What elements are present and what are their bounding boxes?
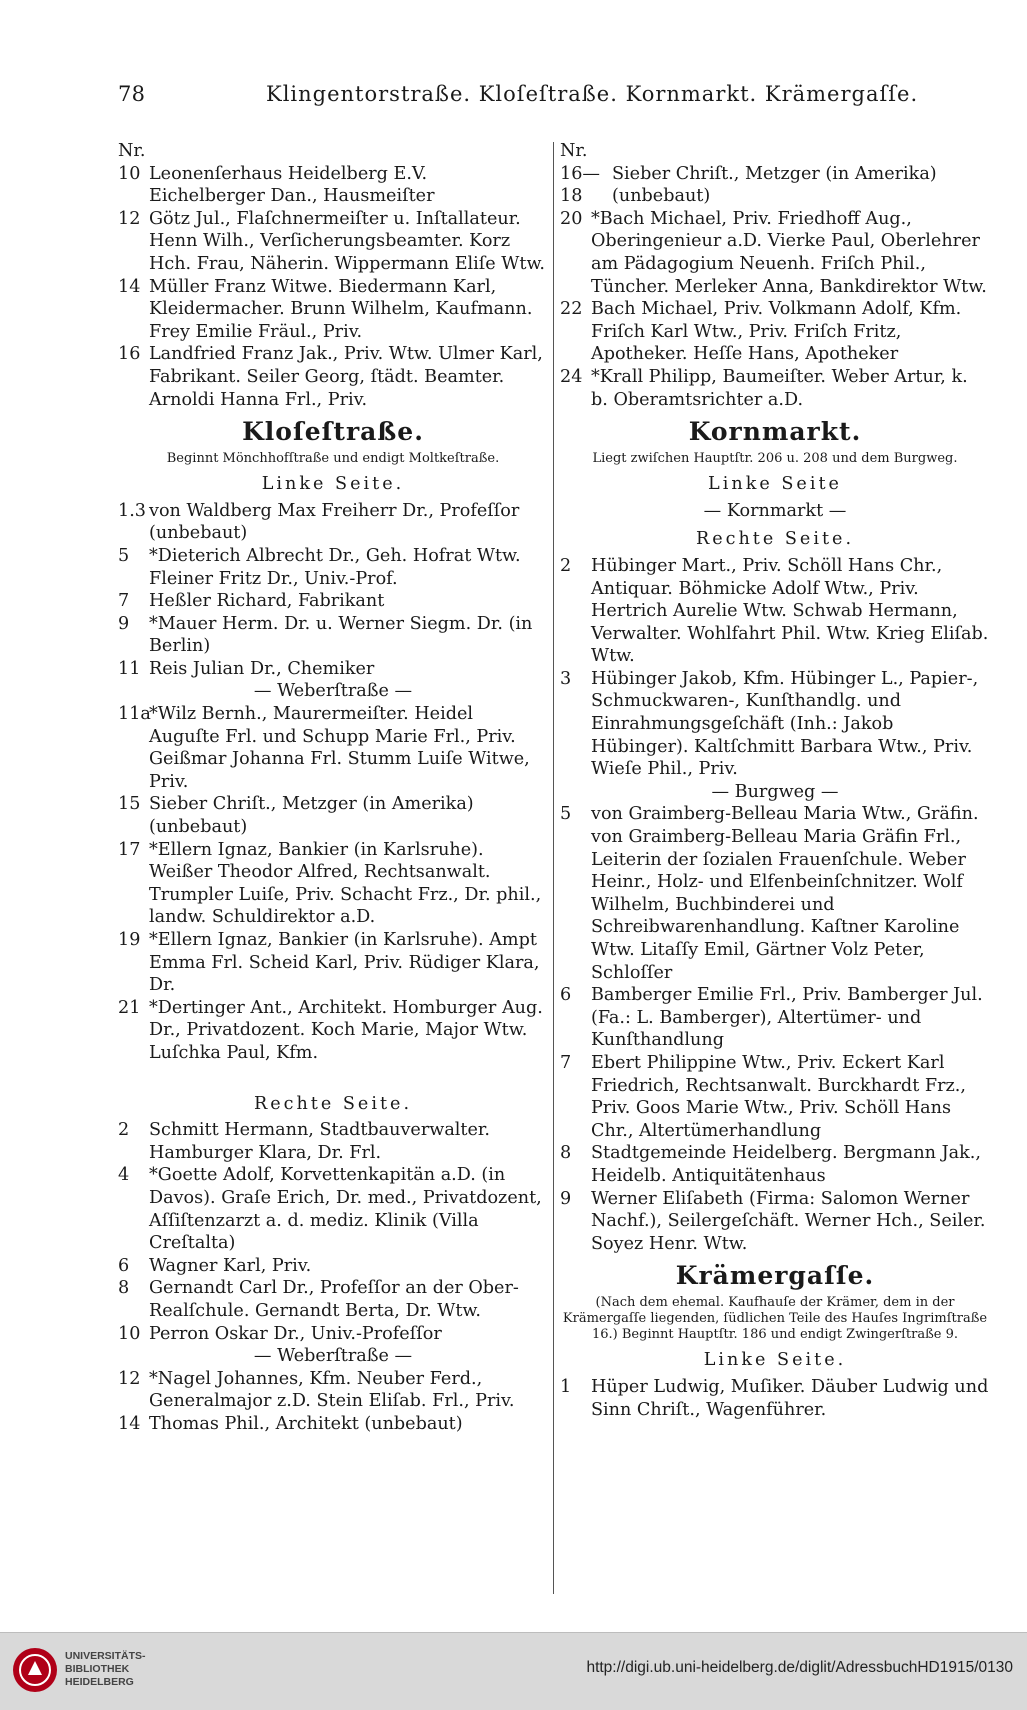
house-number: 9 [118,613,130,634]
university-seal-icon [10,1645,60,1695]
address-entry [118,793,548,838]
house-number: 20 [560,208,583,229]
house-number: 1.3 [118,500,146,521]
entry-text: Stadtgemeinde Heidelberg. Bergmann Jak., Heidelb. Antiquitätenhaus [591,1143,981,1186]
house-number: 8 [560,1143,572,1164]
house-number: 6 [118,1255,130,1276]
entry-text: *Bach Michael, Priv. Friedhoff Aug., Oberingenieur a.D. Vierke Paul, Oberlehrer am Pädagogium Neuenh. Friſch Phil., Tüncher. Merleker Anna, Bankdirektor Wtw. [591,208,987,297]
address-entry [118,163,548,208]
house-number: 5 [118,545,130,566]
house-number: 12 [118,1368,141,1389]
nr-label: Nr. [560,141,588,161]
house-number: 6 [560,985,572,1006]
house-number: 17 [118,839,141,860]
address-entry [118,545,548,590]
address-entry [560,555,990,668]
house-number: 2 [118,1120,130,1141]
address-entry [560,803,990,984]
entry-text: *Ellern Ignaz, Bankier (in Karlsruhe). Weißer Theodor Alfred, Rechtsanwalt. Trumpler Luiſe, Priv. Schacht Frz., Dr. phil., landw. Schuldirektor a.D. [149,839,542,928]
entry-text: Reis Julian Dr., Chemiker [149,658,375,679]
address-entry [118,1368,548,1413]
street-marker: — Burgweg — [711,781,839,802]
address-entry [118,343,548,411]
rechte-seite-heading: Rechte Seite. [695,529,855,550]
nr-label: Nr. [118,141,146,161]
address-entry [118,590,548,613]
linke-seite-heading: Linke Seite. [261,474,405,495]
address-entry [560,163,990,208]
address-entry [560,668,990,781]
house-number: 16 [118,344,141,365]
house-number: 21 [118,997,141,1018]
address-entry [118,1119,548,1164]
entry-text: *Mauer Herm. Dr. u. Werner Siegm. Dr. (in Berlin) [149,613,533,657]
section-note-kraemergasse: (Nach dem ehemal. Kaufhauſe der Krämer, dem in der Krämergaſſe liegenden, ſüdlichen Teile des Hauſes Ingrimſtraße 16.) Beginnt Hauptſtr. 186 und endigt Zwingerſtraße 9. [562,1295,988,1343]
address-entry [560,208,990,298]
entry-text: Perron Oskar Dr., Univ.-Profeſſor [149,1323,442,1344]
house-number: 7 [118,591,130,612]
entry-text: Heßler Richard, Fabrikant [149,591,385,612]
source-url-link[interactable]: http://digi.ub.uni-heidelberg.de/diglit/AdressbuchHD1915/0130 [586,1659,1013,1676]
address-entry [118,839,548,929]
rechte-seite-heading: Rechte Seite. [253,1093,413,1114]
house-number: 7 [560,1052,572,1073]
entry-text: *Dertinger Ant., Architekt. Homburger Aug. Dr., Privatdozent. Koch Marie, Major Wtw. Luſchka Paul, Kfm. [149,997,543,1063]
street-marker: — Weberſtraße — [253,681,413,702]
entry-text: von Graimberg-Belleau Maria Wtw., Gräfin. von Graimberg-Belleau Maria Gräfin Frl., Leiterin der ſozialen Frauenſchule. Weber Heinr., Holz- und Elfenbeinſchnitzer. Wolf Wilhelm, Buchbinderei und Schreibwarenhandlung. Kaſtner Karoline Wtw. Litaſſy Emil, Gärtner Volz Peter, Schloſſer [591,804,979,983]
address-entry [118,276,548,344]
entry-text: Werner Eliſabeth (Firma: Salomon Werner Nachf.), Seilergeſchäft. Werner Hch., Seiler. Soyez Henr. Wtw. [591,1188,986,1254]
section-title-klosestrasse: Kloſeſtraße. [242,417,424,447]
address-entry [118,997,548,1065]
house-number: 11 [118,658,141,679]
section-title-kraemergasse: Krämergaſſe. [675,1261,875,1291]
house-number: 8 [118,1278,130,1299]
entry-text: Bach Michael, Priv. Volkmann Adolf, Kfm. Friſch Karl Wtw., Priv. Friſch Fritz, Apotheker. Heſſe Hans, Apotheker [591,299,962,365]
address-entry [118,1255,548,1278]
entry-text: Hübinger Jakob, Kfm. Hübinger L., Papier-, Schmuckwaren-, Kunſthandlg. und Einrahmungsgeſchäft (Inh.: Jakob Hübinger). Kaltſchmitt Barbara Wtw., Priv. Wieſe Phil., Priv. [591,668,979,780]
address-entry [560,366,990,411]
street-marker: — Kornmarkt — [703,500,847,521]
house-number: 3 [560,668,572,689]
entry-text: Götz Jul., Flaſchnermeiſter u. Inſtallateur. Henn Wilh., Verſicherungsbeamter. Korz Hch. Frau, Näherin. Wippermann Eliſe Wtw. [149,208,546,274]
entry-text: Schmitt Hermann, Stadtbauverwalter. Hamburger Klara, Dr. Frl. [149,1120,490,1163]
house-number: 2 [560,555,572,576]
address-entry [118,1413,548,1436]
linke-seite-heading: Linke Seite [708,474,842,495]
address-entry [560,298,990,366]
address-entry [118,1277,548,1322]
viewer-footer [0,1632,1027,1710]
address-entry [118,208,548,276]
section-note-kornmarkt: Liegt zwiſchen Hauptſtr. 206 u. 208 und dem Burgweg. [592,451,958,467]
house-number: 22 [560,299,583,320]
entry-text: *Ellern Ignaz, Bankier (in Karlsruhe). Ampt Emma Frl. Scheid Karl, Priv. Rüdiger Klara, Dr. [149,930,540,996]
address-entry [118,658,548,681]
entry-text: Gernandt Carl Dr., Profeſſor an der Ober-Realſchule. Gernandt Berta, Dr. Wtw. [149,1278,519,1321]
address-entry [118,613,548,658]
entry-text: Thomas Phil., Architekt (unbebaut) [149,1413,463,1434]
address-entry [118,703,548,793]
entry-text: von Waldberg Max Freiherr Dr., Profeſſor (unbebaut) [149,500,520,544]
linke-seite-heading: Linke Seite. [703,1350,847,1371]
address-entry [118,1323,548,1346]
house-number: 4 [118,1165,130,1186]
house-number: 10 [118,163,141,184]
library-logo-text: UNIVERSITÄTS- BIBLIOTHEK HEIDELBERG [65,1650,146,1688]
address-entry [560,1142,990,1187]
address-entry [118,1164,548,1254]
entry-text: Sieber Chriſt., Metzger (in Amerika) (unbebaut) [149,794,474,838]
section-note-klosestrasse: Beginnt Mönchhofſtraße und endigt Moltkeſtraße. [166,451,500,467]
entry-text: *Wilz Bernh., Maurermeiſter. Heidel Auguſte Frl. und Schupp Marie Frl., Priv. Geißmar Johanna Frl. Stumm Luiſe Witwe, Priv. [149,704,530,792]
house-number: 14 [118,1413,141,1434]
entry-text: *Dieterich Albrecht Dr., Geh. Hofrat Wtw. Fleiner Fritz Dr., Univ.-Prof. [149,545,521,589]
address-entry [118,500,548,545]
house-number: 14 [118,276,141,297]
entry-text: Hüper Ludwig, Muſiker. Däuber Ludwig und Sinn Chriſt., Wagenführer. [591,1376,989,1420]
address-entry [560,984,990,1052]
house-number: 10 [118,1323,141,1344]
entry-text: *Nagel Johannes, Kfm. Neuber Ferd., Generalmajor z.D. Stein Eliſab. Frl., Priv. [149,1368,515,1412]
address-entry [560,1052,990,1142]
address-entry [560,1376,990,1421]
entry-text: Wagner Karl, Priv. [149,1255,312,1276]
page-running-title: Klingentorstraße. Kloſeſtraße. Kornmarkt. Krämergaſſe. [266,82,919,106]
address-entry [560,1188,990,1256]
entry-text: *Goette Adolf, Korvettenkapitän a.D. (in Davos). Graſe Erich, Dr. med., Privatdozent, Aſſiſtenzarzt a. d. mediz. Klinik (Villa Creſtalta) [149,1165,542,1254]
street-marker: — Weberſtraße — [253,1346,413,1367]
right-column [560,140,990,1421]
left-column [118,140,548,1435]
house-number: 1 [560,1376,572,1397]
column-divider [553,142,554,1594]
house-number: 15 [118,794,141,815]
house-number: 9 [560,1188,572,1209]
entry-text: Bamberger Emilie Frl., Priv. Bamberger Jul. (Fa.: L. Bamberger), Altertümer- und Kunſthandlung [591,985,983,1051]
entry-text: Leonenſerhaus Heidelberg E.V. Eichelberger Dan., Hausmeiſter [149,163,435,207]
house-number: 5 [560,804,572,825]
house-number: 11a [118,704,151,725]
section-title-kornmarkt: Kornmarkt. [688,417,862,447]
page-number: 78 [118,82,146,106]
entry-text: Müller Franz Witwe. Biedermann Karl, Kleidermacher. Brunn Wilhelm, Kaufmann. Frey Emilie Fräul., Priv. [149,276,533,342]
house-number: 24 [560,366,583,387]
entry-text: Hübinger Mart., Priv. Schöll Hans Chr., Antiquar. Böhmicke Adolf Wtw., Priv. Hertrich Aurelie Wtw. Schwab Hermann, Verwalter. Wohlfahrt Phil. Wtw. Krieg Eliſab. Wtw. [591,555,989,667]
entry-text: Landfried Franz Jak., Priv. Wtw. Ulmer Karl, Fabrikant. Seiler Georg, ſtädt. Beamter. Arnoldi Hanna Frl., Priv. [149,344,543,410]
house-number: 19 [118,930,141,950]
entry-text: *Krall Philipp, Baumeiſter. Weber Artur, k. b. Oberamtsrichter a.D. [591,366,968,410]
house-number: 16—18 [560,163,600,207]
entry-text: Sieber Chriſt., Metzger (in Amerika) (unbebaut) [612,163,937,207]
address-entry [118,929,548,997]
house-number: 12 [118,208,141,229]
entry-text: Ebert Philippine Wtw., Priv. Eckert Karl Friedrich, Rechtsanwalt. Burckhardt Frz., Priv. Goos Marie Wtw., Priv. Schöll Hans Chr., Altertümerhandlung [591,1052,966,1141]
